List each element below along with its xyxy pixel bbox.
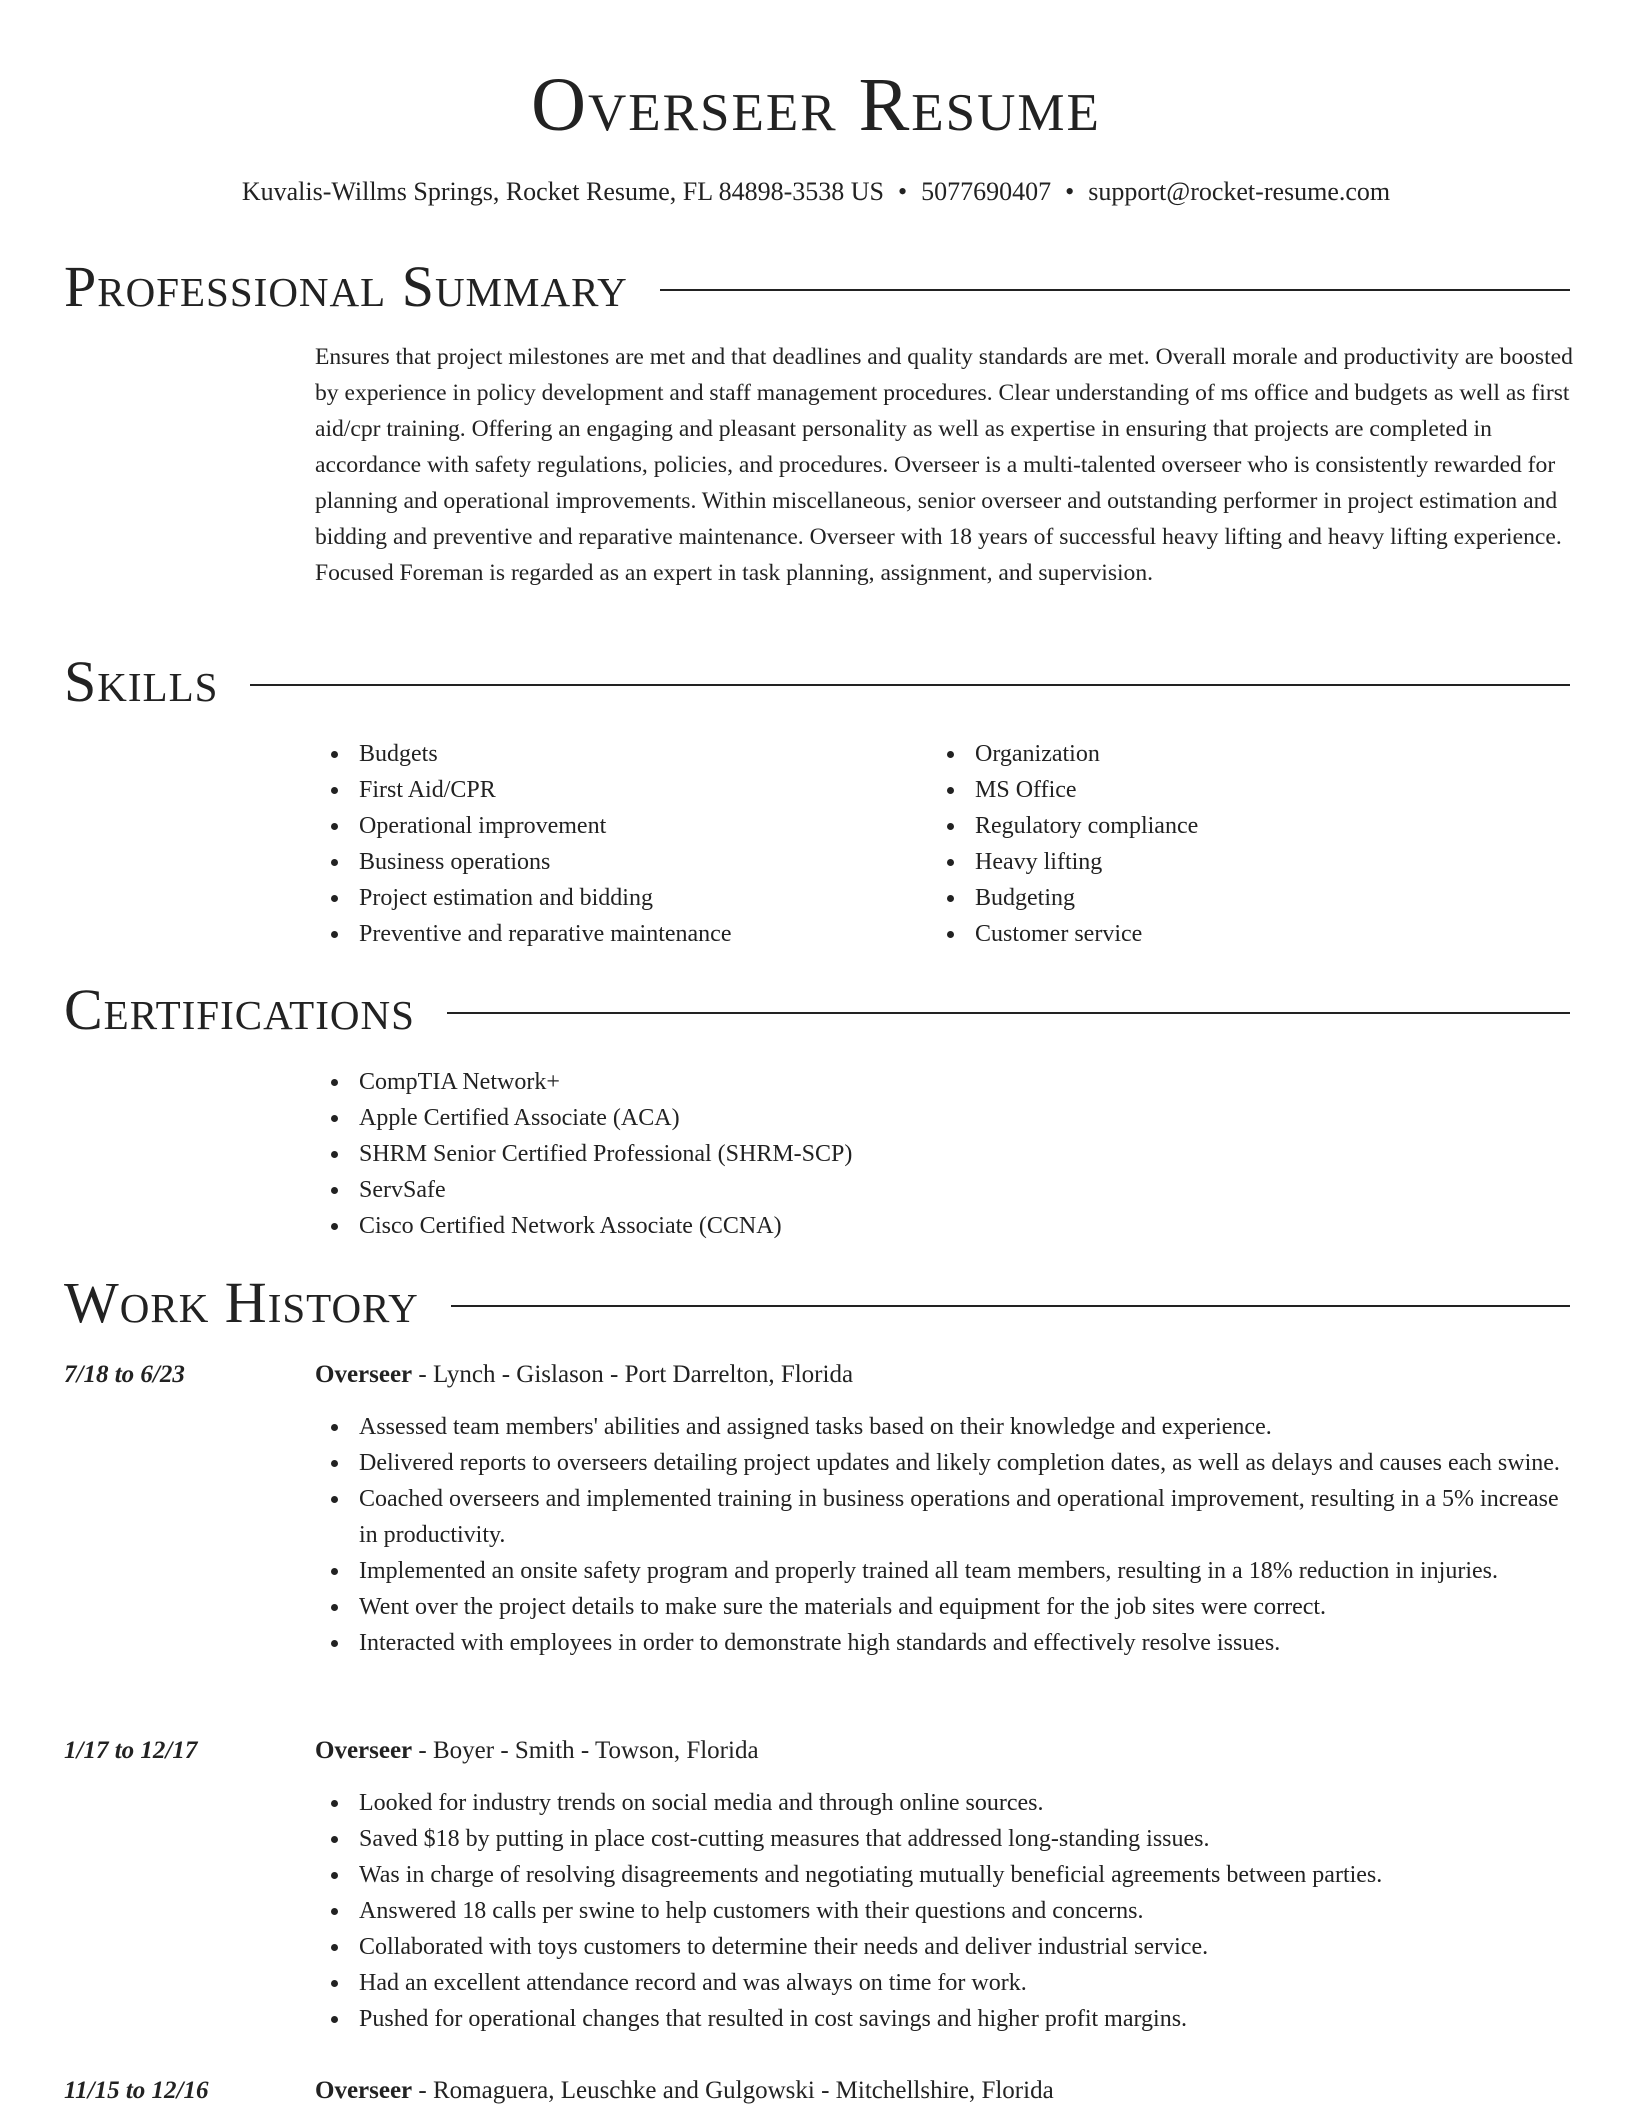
skill-item: Budgets [315, 736, 731, 772]
skills-section-header [64, 649, 1570, 715]
resume-title: Overseer Resume [531, 63, 1101, 147]
skills-heading: Skills [64, 649, 219, 714]
skill-item: Heavy lifting [931, 844, 1198, 880]
job-bullet: Interacted with employees in order to demonstrate high standards and effectively resolve issues. [315, 1625, 1575, 1661]
job-employer: - Boyer - Smith - Towson, Florida [412, 1737, 759, 1764]
skills-list-left [315, 736, 731, 952]
contact-info [0, 175, 1632, 209]
skill-item: Operational improvement [315, 808, 731, 844]
section-divider [660, 289, 1570, 291]
section-divider [447, 1012, 1570, 1014]
job-dates: 7/18 to 6/23 [64, 1361, 185, 1388]
certification-item: CompTIA Network+ [315, 1064, 852, 1100]
certification-item: Apple Certified Associate (ACA) [315, 1100, 852, 1136]
work-history-section-header [64, 1270, 1570, 1336]
contact-email: support@rocket-resume.com [1088, 177, 1391, 206]
certification-item: ServSafe [315, 1172, 852, 1208]
skills-list-right [931, 736, 1198, 952]
job-bullet: Was in charge of resolving disagreements and negotiating mutually beneficial agreements between parties. [315, 1857, 1575, 1893]
job-role: Overseer [315, 1361, 413, 1388]
certification-item: SHRM Senior Certified Professional (SHRM-SCP) [315, 1136, 852, 1172]
section-divider [451, 1305, 1570, 1307]
job-bullets [315, 1409, 1575, 1661]
job-bullet: Coached overseers and implemented training in business operations and operational improvement, resulting in a 5% increase in productivity. [315, 1481, 1575, 1553]
skill-item: Organization [931, 736, 1198, 772]
job-bullets [315, 1785, 1575, 2037]
job-role: Overseer [315, 2077, 413, 2104]
contact-separator: • [898, 177, 908, 206]
summary-section-header [64, 254, 1570, 320]
contact-phone: 5077690407 [921, 177, 1052, 206]
summary-heading: Professional Summary [64, 254, 628, 319]
job-bullet: Answered 18 calls per swine to help customers with their questions and concerns. [315, 1893, 1575, 1929]
work-history-heading: Work History [64, 1270, 419, 1335]
job-employer: - Romaguera, Leuschke and Gulgowski - Mitchellshire, Florida [412, 2077, 1054, 2104]
job-bullet: Looked for industry trends on social media and through online sources. [315, 1785, 1575, 1821]
job-bullet: Pushed for operational changes that resulted in cost savings and higher profit margins. [315, 2001, 1575, 2037]
job-title-line [315, 1357, 853, 1393]
job-employer: - Lynch - Gislason - Port Darrelton, Florida [412, 1361, 854, 1388]
job-bullet: Collaborated with toys customers to determine their needs and deliver industrial service. [315, 1929, 1575, 1965]
certifications-section-header [64, 977, 1570, 1043]
skill-item: Project estimation and bidding [315, 880, 731, 916]
contact-separator: • [1065, 177, 1075, 206]
job-role: Overseer [315, 1737, 413, 1764]
job-dates: 1/17 to 12/17 [64, 1737, 198, 1764]
skill-item: Customer service [931, 916, 1198, 952]
skill-item: Business operations [315, 844, 731, 880]
job-bullet: Implemented an onsite safety program and properly trained all team members, resulting in a 18% reduction in injuries. [315, 1553, 1575, 1589]
job-bullet: Went over the project details to make sure the materials and equipment for the job sites were correct. [315, 1589, 1575, 1625]
job-dates: 11/15 to 12/16 [64, 2077, 209, 2104]
certifications-heading: Certifications [64, 977, 415, 1042]
skill-item: Preventive and reparative maintenance [315, 916, 731, 952]
section-divider [250, 684, 1570, 686]
contact-address: Kuvalis-Willms Springs, Rocket Resume, FL 84898-3538 US [241, 177, 885, 206]
certification-item: Cisco Certified Network Associate (CCNA) [315, 1208, 852, 1244]
skill-item: MS Office [931, 772, 1198, 808]
skill-item: Budgeting [931, 880, 1198, 916]
job-title-line [315, 1733, 759, 1769]
skill-item: First Aid/CPR [315, 772, 731, 808]
job-bullet: Saved $18 by putting in place cost-cutting measures that addressed long-standing issues. [315, 1821, 1575, 1857]
certifications-list [315, 1064, 852, 1244]
job-bullet: Delivered reports to overseers detailing project updates and likely completion dates, as well as delays and causes each swine. [315, 1445, 1575, 1481]
skill-item: Regulatory compliance [931, 808, 1198, 844]
job-title-line [315, 2073, 1054, 2109]
job-bullet: Had an excellent attendance record and was always on time for work. [315, 1965, 1575, 2001]
summary-text: Ensures that project milestones are met and that deadlines and quality standards are met. Overall morale and productivity are boosted by experience in policy development and staff management procedures. Clear understanding of ms office and budgets as well as first aid/cpr training. Offering an engaging and pleasant personality as well as expertise in ensuring that projects are completed in accordance with safety regulations, policies, and procedures. Overseer is a multi-talented overseer who is consistently rewarded for planning and operational improvements. Within miscellaneous, senior overseer and outstanding performer in project estimation and bidding and preventive and reparative maintenance. Overseer with 18 years of successful heavy lifting and heavy lifting experience. Focused Foreman is regarded as an expert in task planning, assignment, and supervision. [315, 344, 1573, 586]
job-bullet: Assessed team members' abilities and assigned tasks based on their knowledge and experience. [315, 1409, 1575, 1445]
